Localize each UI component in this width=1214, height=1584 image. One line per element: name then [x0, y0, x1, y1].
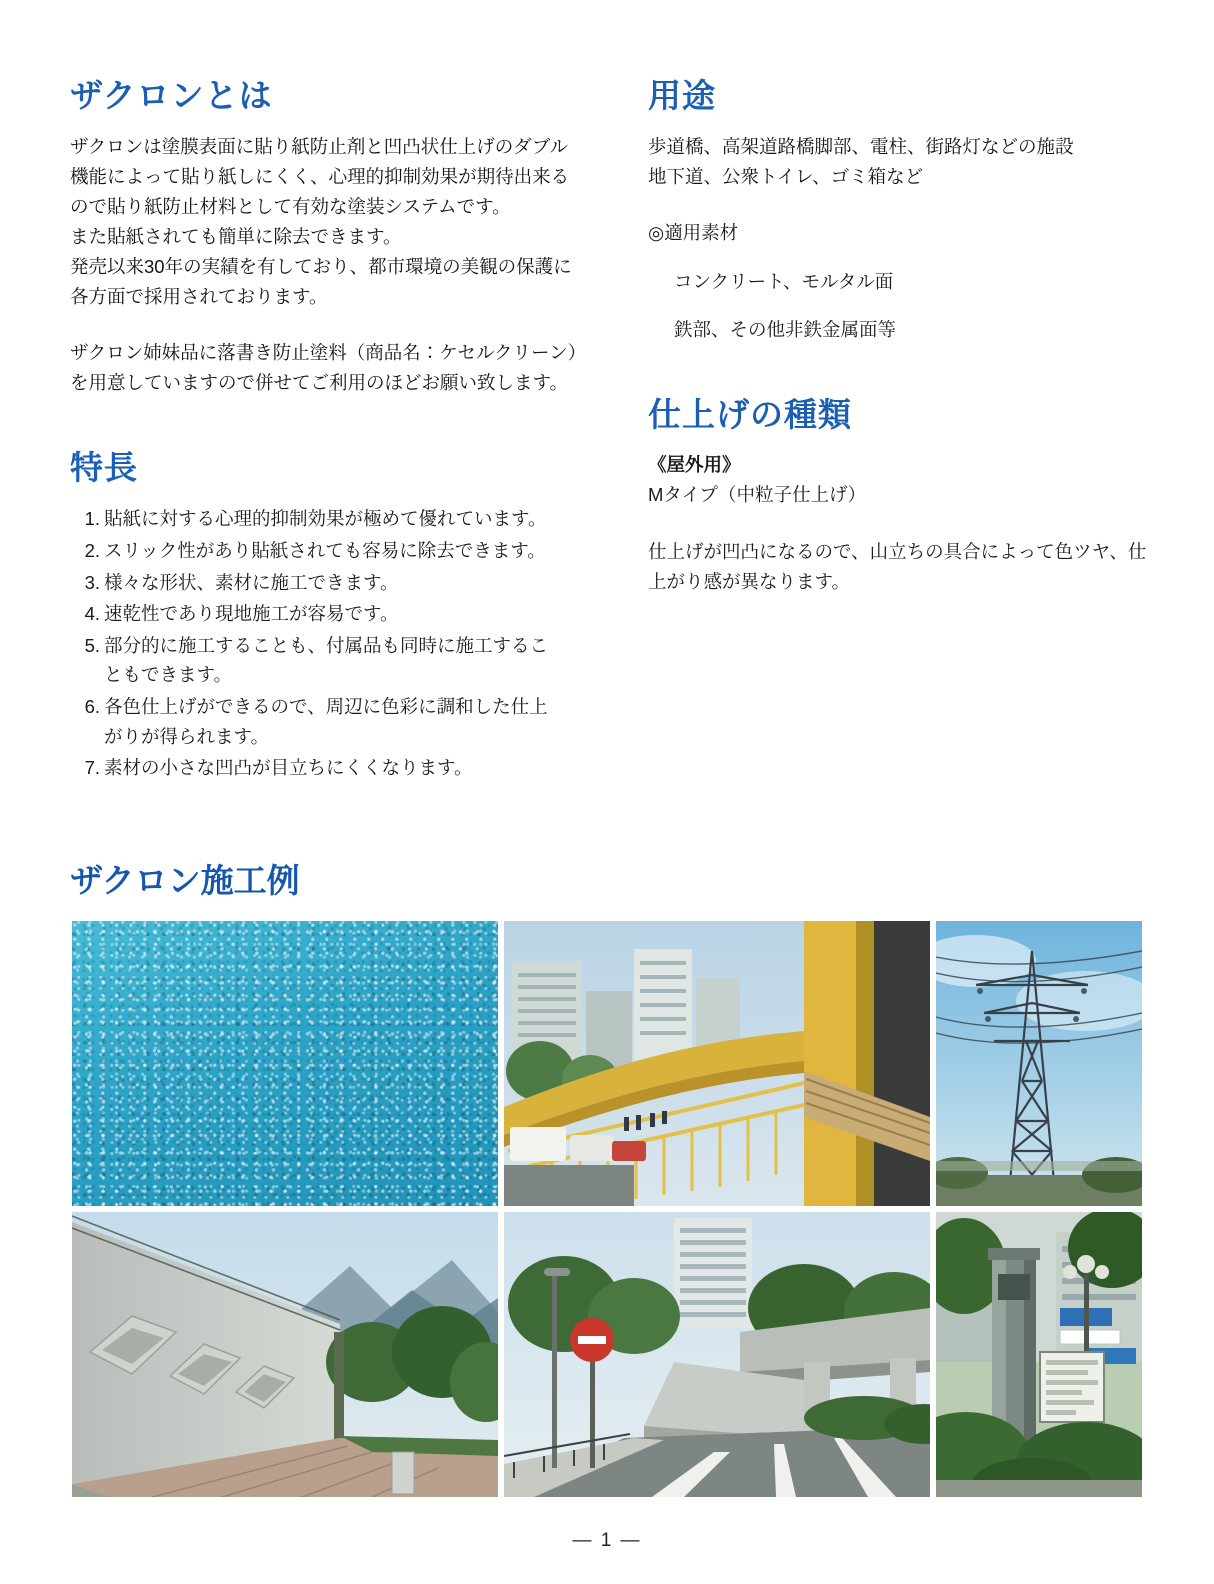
list-item-text: 部分的に施工することも、付属品も同時に施工するこ [104, 634, 549, 656]
gallery-section-title: ザクロン施工例 [70, 862, 300, 899]
applicable-material-2: 鉄部、その他非鉄金属面等 [674, 319, 897, 341]
finish-section [648, 397, 1148, 597]
list-item [70, 631, 580, 690]
photo-transmission-tower [936, 921, 1142, 1206]
about-paragraph-2: また貼紙されても簡単に除去できます。 [70, 226, 402, 248]
list-item [70, 753, 580, 783]
list-item-text-cont: ともできます。 [104, 664, 233, 686]
usage-line-2: 地下道、公衆トイレ、ゴミ箱など [648, 166, 924, 188]
about-paragraph-1: ザクロンは塗膜表面に貼り紙防止剤と凹凸状仕上げのダブル機能によって貼り紙しにくく、心理的抑制効果が期待出来るので貼り紙防止材料として有効な塗装システムです。 [70, 136, 570, 218]
list-item [70, 504, 580, 534]
underpass-illustration [504, 1212, 930, 1497]
applicable-materials-block [648, 218, 1148, 345]
page-number: — 1 — [572, 1530, 642, 1551]
applicable-material-1: コンクリート、モルタル面 [674, 270, 894, 292]
list-item [70, 536, 580, 566]
usage-section-body [648, 132, 1148, 192]
finish-section-title: 仕上げの種類 [648, 396, 852, 434]
overpass-illustration [504, 921, 930, 1206]
paragraph-spacer [70, 312, 580, 338]
features-section [70, 450, 580, 783]
list-item-number: 6. [84, 695, 100, 717]
list-item-text: スリック性があり貼紙されても容易に除去できます。 [104, 539, 546, 561]
photo-retaining-wall-walkway [72, 1212, 498, 1497]
about-section-title: ザクロンとは [70, 77, 273, 114]
photo-street-signboard [936, 1212, 1142, 1497]
usage-line-1: 歩道橋、高架道路橋脚部、電柱、街路灯などの施設 [648, 136, 1074, 158]
right-column [648, 78, 1148, 616]
list-item-number: 4. [84, 603, 100, 625]
list-item-number: 2. [84, 539, 100, 561]
features-list [70, 504, 580, 782]
photo-underpass-road [504, 1212, 930, 1497]
signboard-illustration [936, 1212, 1142, 1497]
wall-illustration [72, 1212, 498, 1497]
list-item-text: 速乾性であり現地施工が容易です。 [104, 603, 399, 625]
list-item-number: 3. [84, 571, 100, 593]
list-item [70, 599, 580, 629]
list-item-number: 7. [84, 757, 100, 779]
list-item-text: 様々な形状、素材に施工できます。 [104, 571, 399, 593]
about-paragraph-4: ザクロン姉妹品に落書き防止塗料（商品名：ケセルクリーン）を用意していますので併せてご利用のほどお願い致します。 [70, 342, 577, 394]
tower-illustration [936, 921, 1142, 1206]
list-item [70, 568, 580, 598]
finish-type-line: Mタイプ（中粒子仕上げ） [648, 484, 866, 506]
list-item-text: 各色仕上げができるので、周辺に色彩に調和した仕上 [104, 695, 548, 717]
about-section-body [70, 132, 580, 398]
finish-subtitle: 《屋外用》 [648, 454, 741, 476]
finish-note: 仕上げが凹凸になるので、山立ちの具合によって色ツヤ、仕上がり感が異なります。 [648, 541, 1147, 593]
list-item [70, 692, 580, 751]
list-item-number: 5. [84, 634, 100, 656]
features-section-title: 特長 [70, 449, 138, 487]
list-item-text-cont: がりが得られます。 [104, 725, 270, 747]
usage-section-title: 用途 [648, 77, 716, 114]
photo-textured-blue-coating [72, 921, 498, 1206]
list-item-number: 1. [84, 508, 100, 530]
applicable-materials-heading: ◎適用素材 [648, 222, 739, 244]
list-item-text: 素材の小さな凹凸が目立ちにくくなります。 [104, 757, 473, 779]
left-column [70, 78, 580, 785]
about-paragraph-3: 発売以来30年の実績を有しており、都市環境の美観の保護に各方面で採用されております。 [70, 256, 572, 308]
list-item-text: 貼紙に対する心理的抑制効果が極めて優れています。 [104, 508, 547, 530]
gallery-grid [72, 921, 1142, 1497]
photo-pedestrian-overpass [504, 921, 930, 1206]
